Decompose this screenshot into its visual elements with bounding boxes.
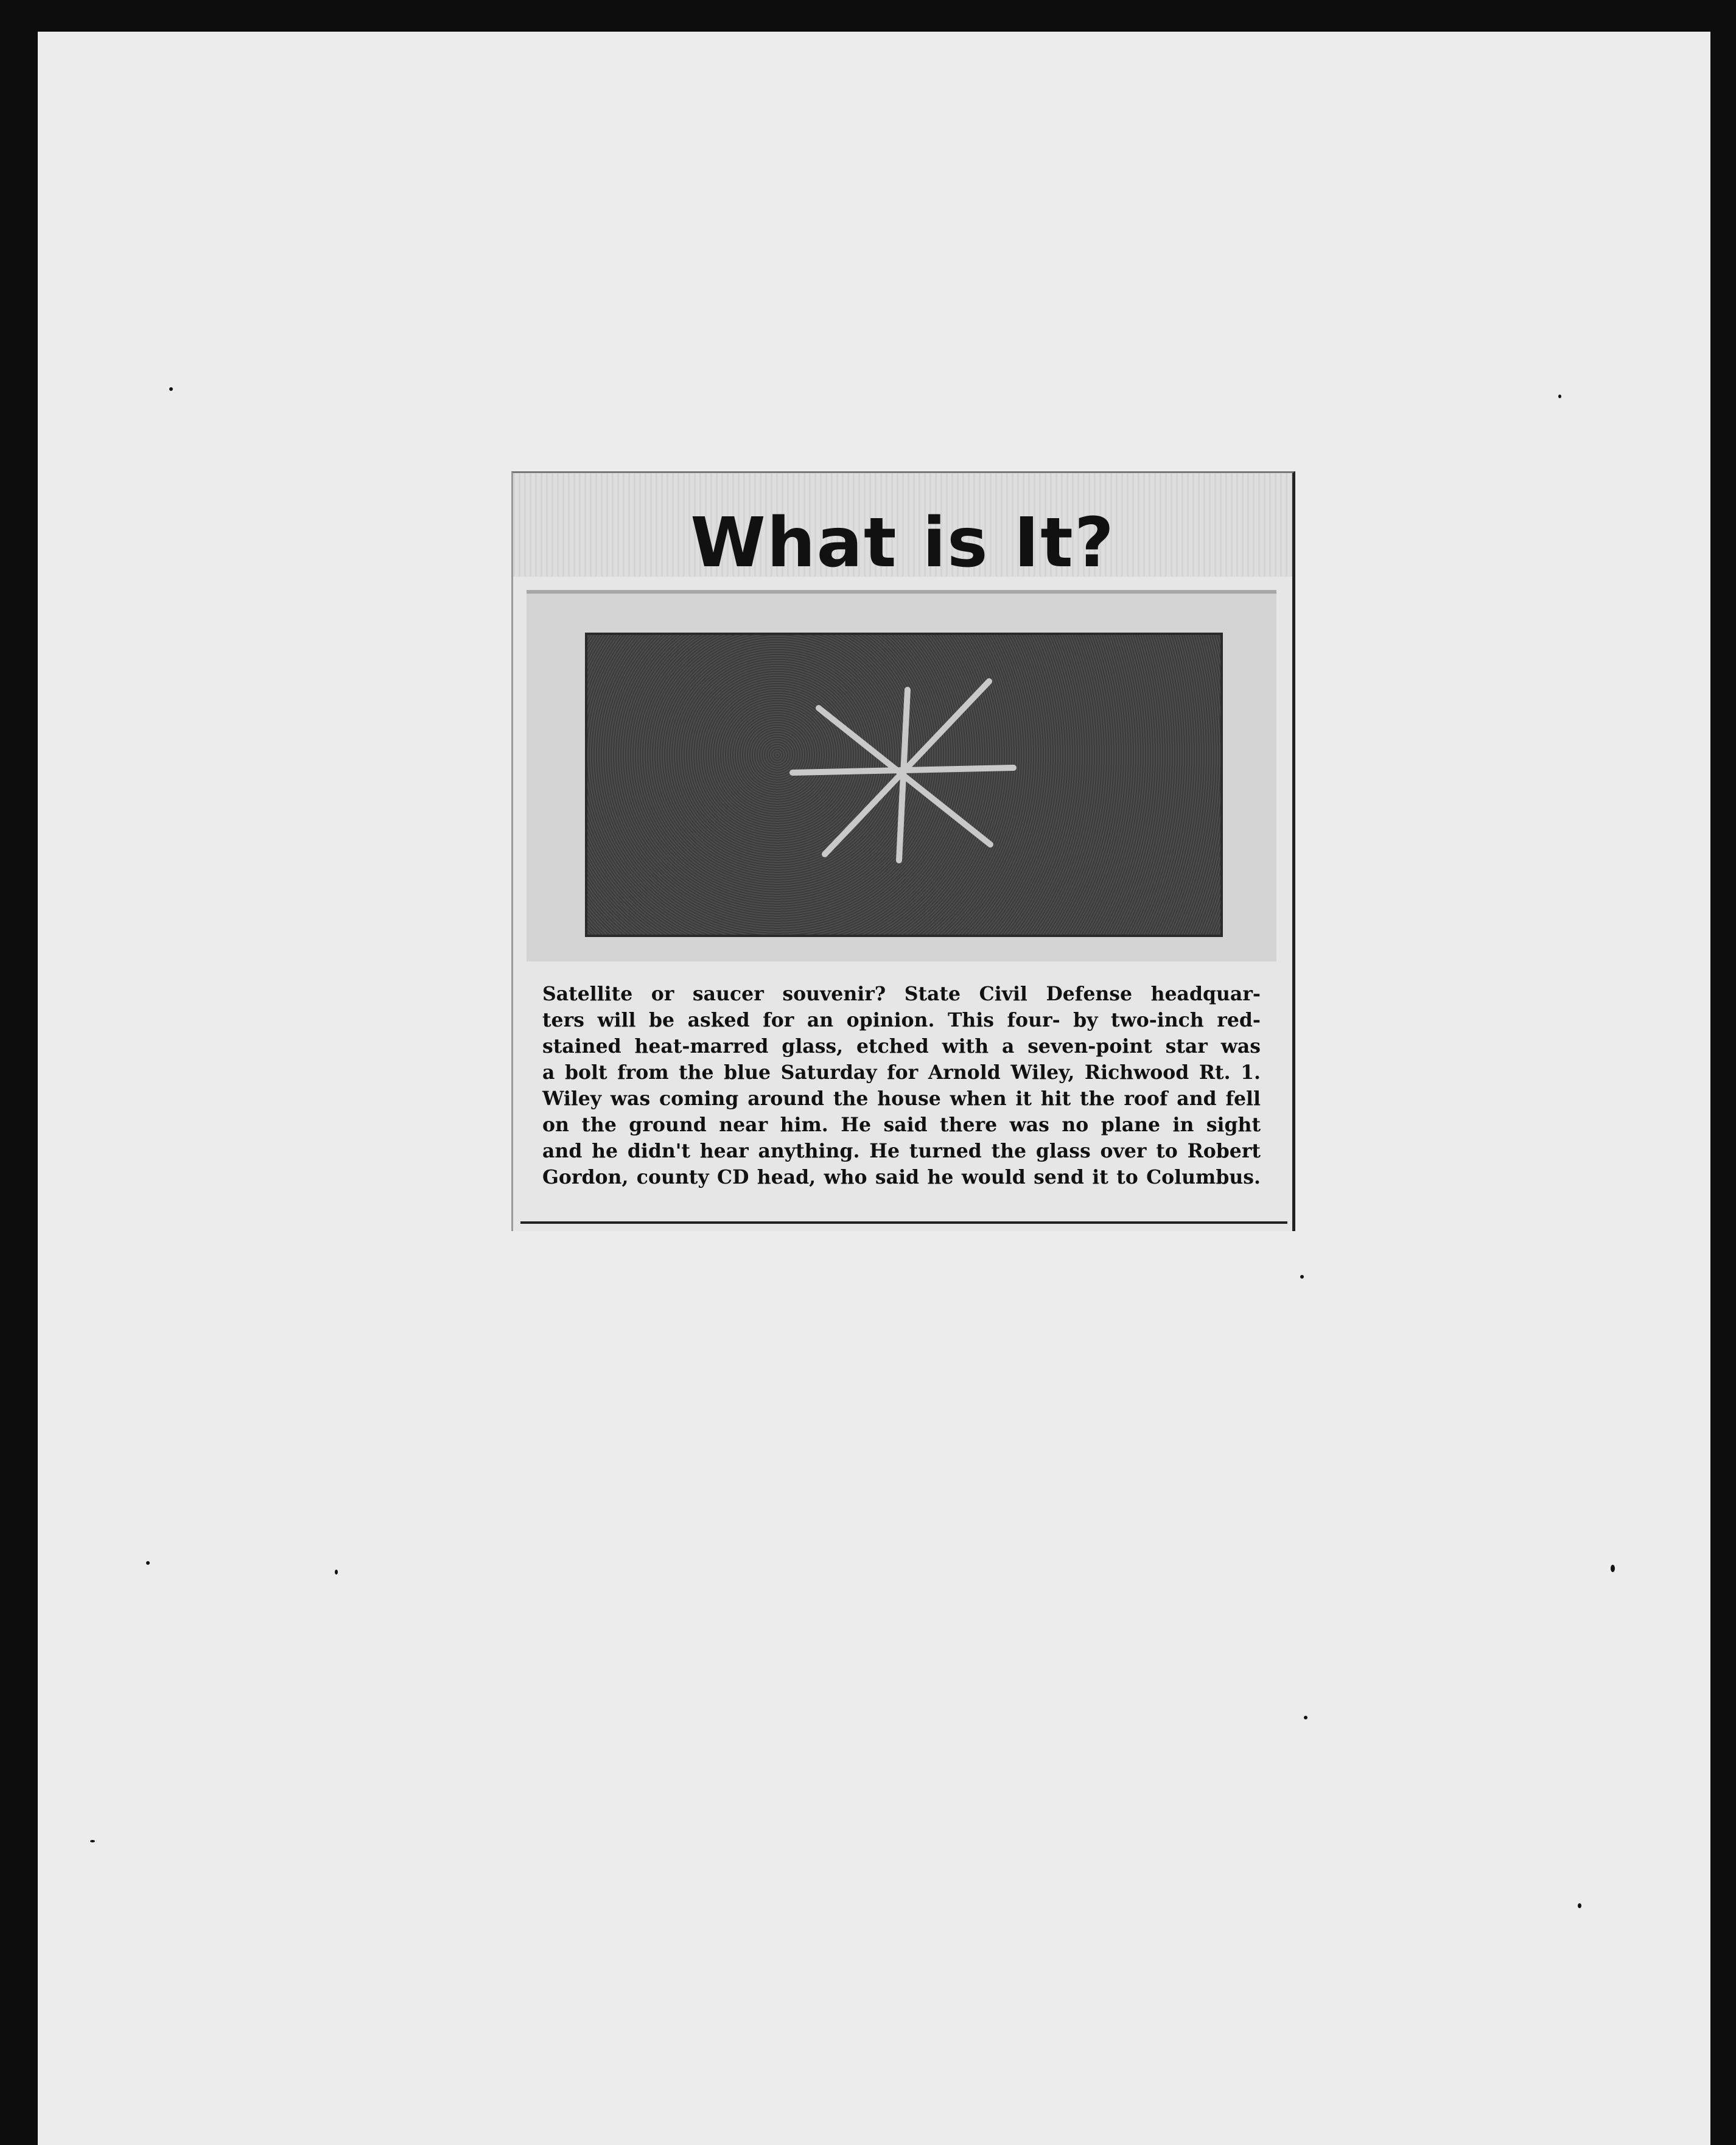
- scanned-page: [38, 32, 1710, 2145]
- photo: [585, 633, 1223, 937]
- caption-line: stained heat-marred glass, etched with a seven-point star was: [542, 1035, 1261, 1058]
- dust-speck: [90, 1840, 95, 1842]
- star-rays: [793, 681, 1013, 860]
- headline: What is It?: [690, 504, 1115, 583]
- dust-speck: [1578, 1903, 1581, 1908]
- clipping-bottom-rule: [520, 1221, 1287, 1224]
- clipping-header: [513, 473, 1292, 583]
- star-etching: [587, 635, 1220, 935]
- bleed-through-text: [299, 226, 1639, 368]
- caption-line: Wiley was coming around the house when it hit the roof and fell: [542, 1087, 1261, 1110]
- caption-line: Gordon, county CD head, who said he would send it to Columbus.: [542, 1166, 1261, 1188]
- dust-speck: [1300, 1275, 1304, 1279]
- caption-line: on the ground near him. He said there was no plane in sight: [542, 1114, 1261, 1136]
- photo-caption: [542, 981, 1261, 1190]
- dust-speck: [335, 1570, 338, 1575]
- dust-speck: [1611, 1565, 1615, 1572]
- caption-line: Satellite or saucer souvenir? State Civil Defense headquar-: [542, 983, 1261, 1005]
- dust-speck: [169, 387, 173, 391]
- newspaper-clipping: [511, 471, 1295, 1231]
- dust-speck: [1558, 395, 1561, 398]
- photo-frame: [527, 590, 1276, 961]
- caption-line: and he didn't hear anything. He turned the glass over to Robert: [542, 1140, 1261, 1162]
- dust-speck: [1304, 1716, 1307, 1719]
- caption-line: ters will be asked for an opinion. This four- by two-inch red-: [542, 1009, 1261, 1031]
- caption-line: a bolt from the blue Saturday for Arnold Wiley, Richwood Rt. 1.: [542, 1061, 1261, 1084]
- dust-speck: [146, 1561, 150, 1565]
